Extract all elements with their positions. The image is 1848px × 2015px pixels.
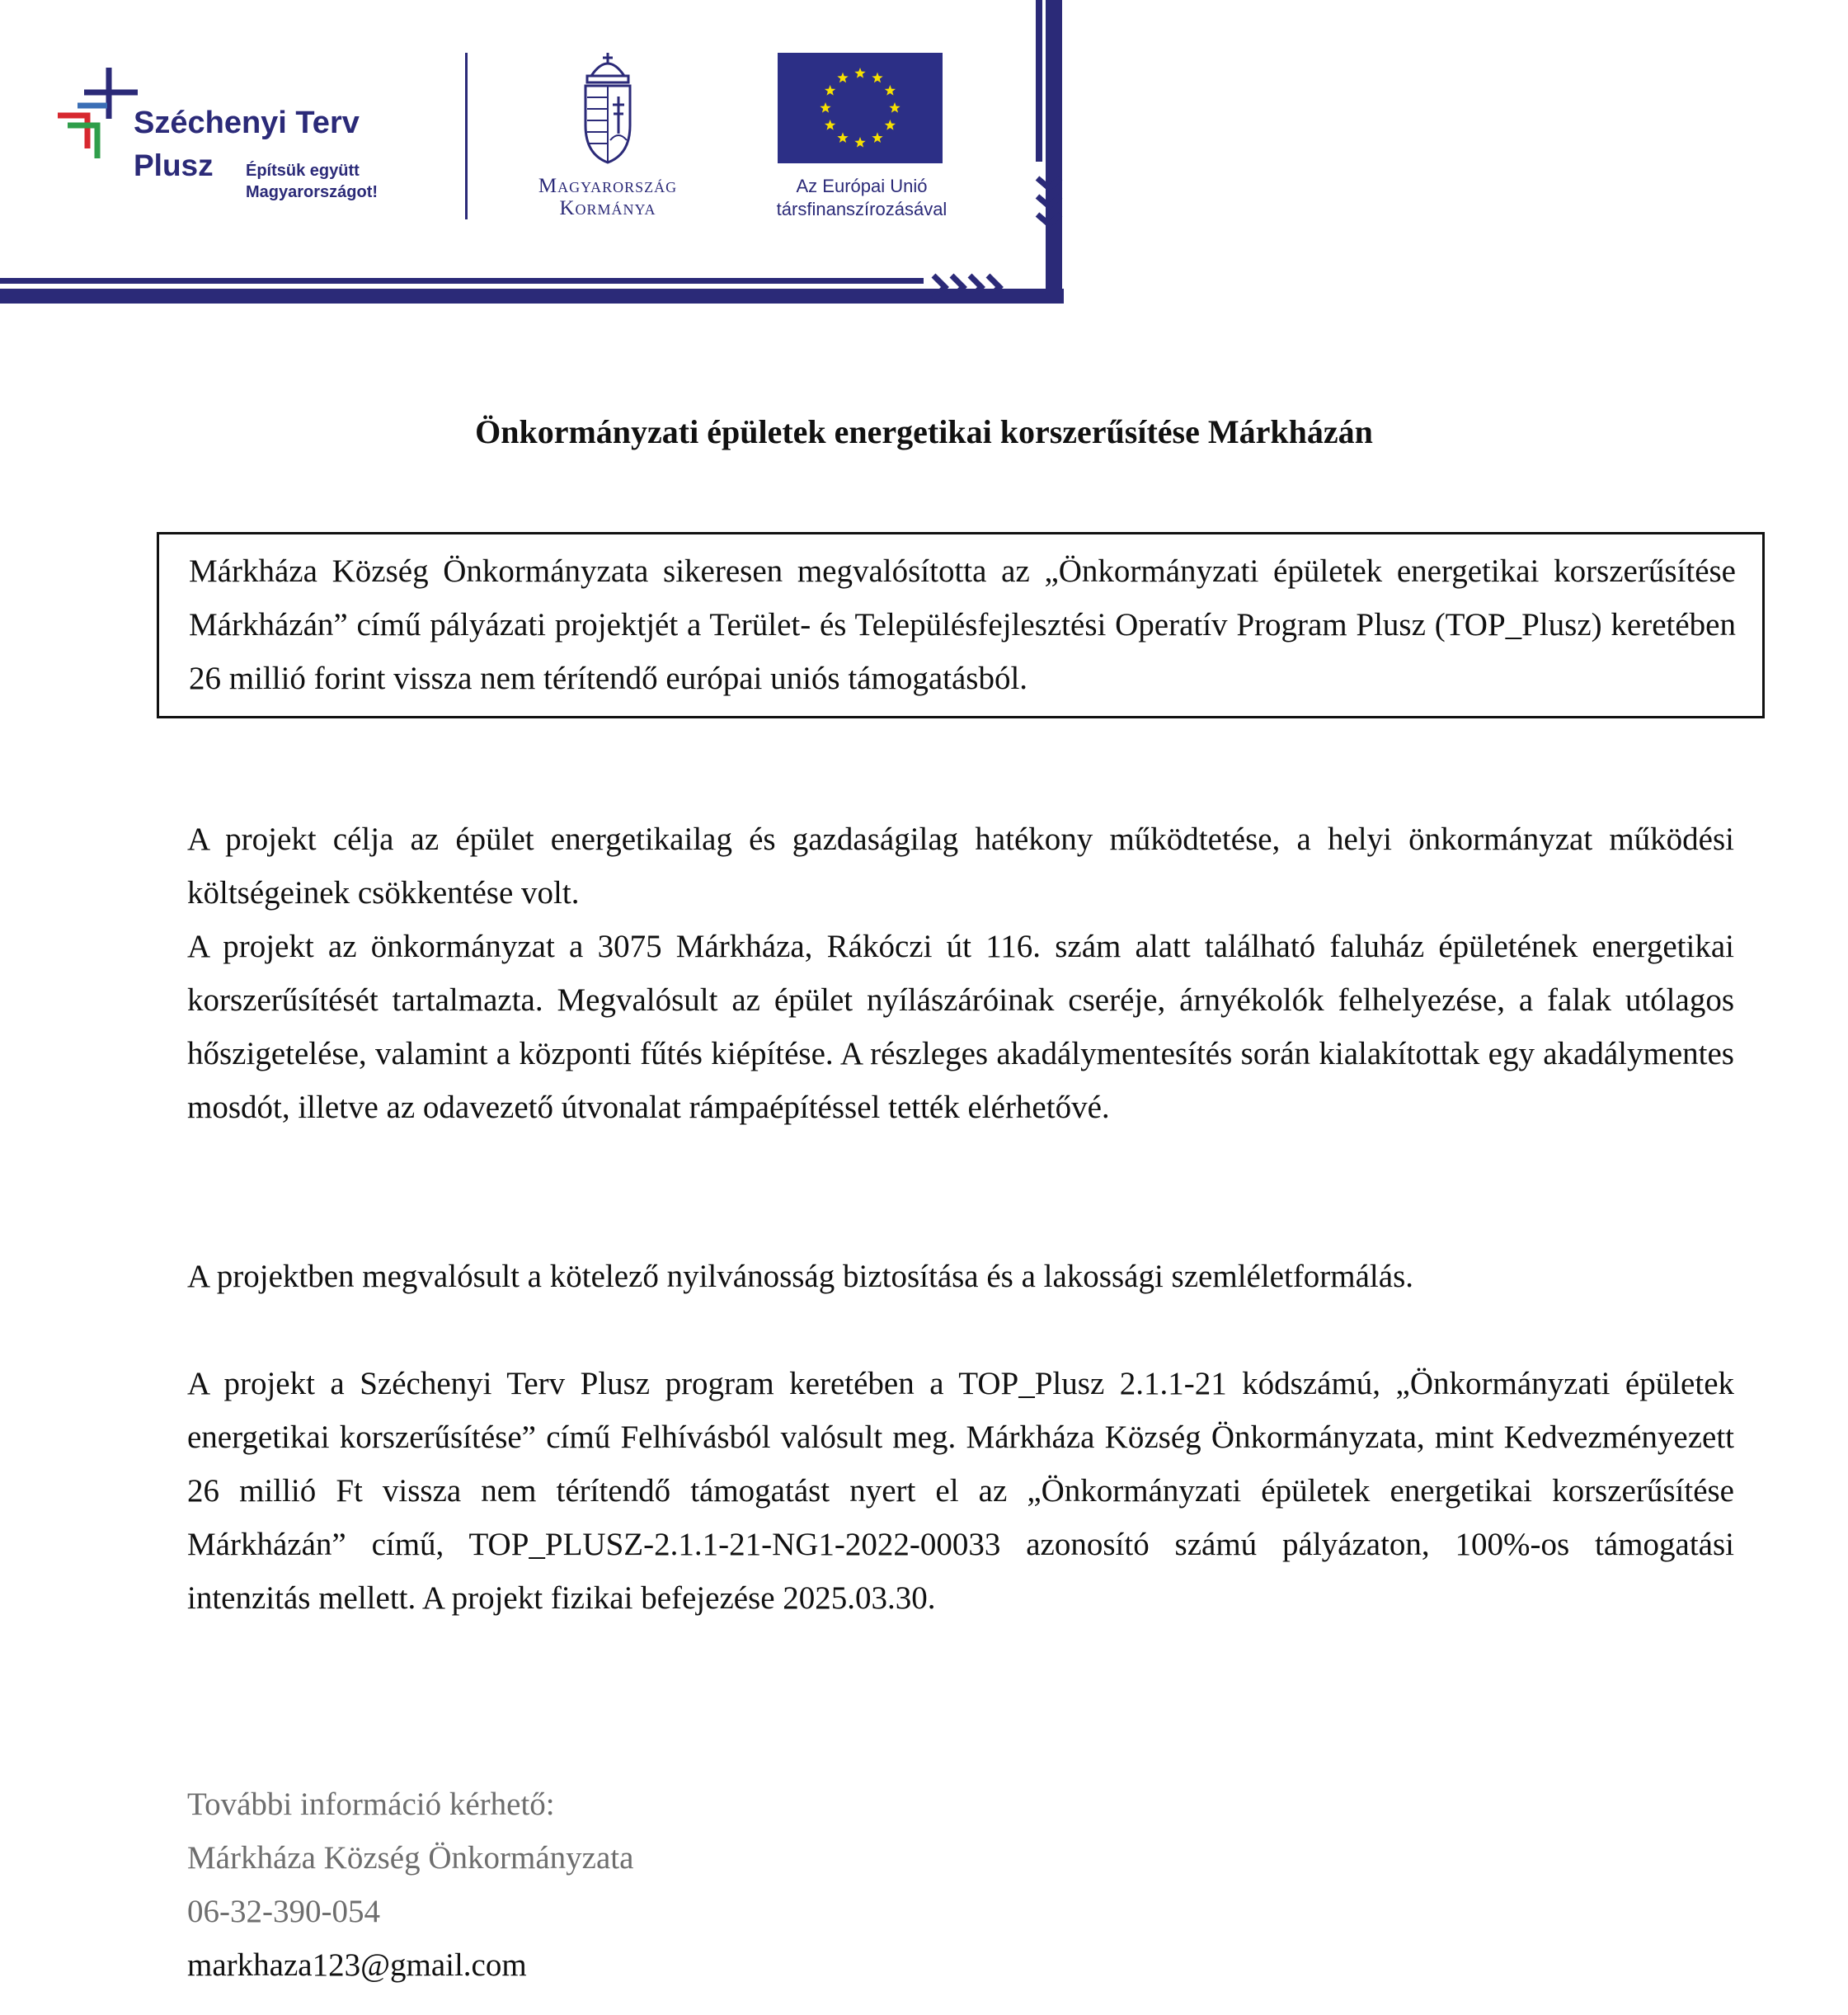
szechenyi-logo (51, 68, 414, 233)
contact-heading: További információ kérhető: (187, 1787, 555, 1822)
szechenyi-plusz: Plusz (134, 148, 214, 182)
logo-divider (465, 53, 468, 219)
contact-block (187, 1777, 1177, 1992)
paragraph-goal: A projekt célja az épület energetikailag és gazdaságilag hatékony működtetése, a helyi önkormányzat működési költségeinek csökkentése volt. (187, 822, 1734, 911)
document-title: Önkormányzati épületek energetikai korszerűsítése Márkházán (475, 413, 1373, 450)
eu-logo (746, 53, 985, 234)
szechenyi-title: Széchenyi Terv (134, 106, 360, 140)
eu-line1: Az Európai Unió (796, 176, 928, 196)
eu-flag-icon (778, 53, 943, 163)
government-line1: Magyarország (538, 175, 678, 197)
eu-line2: társfinanszírozásával (776, 199, 948, 219)
government-text (505, 175, 711, 219)
contact-phone: 06-32-390-054 (187, 1894, 380, 1929)
government-logo (505, 51, 711, 233)
szechenyi-cross-icon (51, 68, 142, 158)
contact-organization: Márkháza Község Önkormányzata (187, 1840, 634, 1876)
paragraph-publicity: A projektben megvalósult a kötelező nyilvánosság biztosítása és a lakossági szemléletformálás. (187, 1259, 1414, 1294)
header-banner (0, 0, 1064, 305)
contact-email: markhaza123@gmail.com (187, 1947, 527, 1983)
paragraph-scope: A projekt az önkormányzat a 3075 Márkháza, Rákóczi út 116. szám alatt található faluház épületének energetikai korszerűsítését tartalmazta. Megvalósult az épület nyílászáróinak cseréje, árnyékolók felhelyezése, a falak utólagos hőszigetelése, valamint a központi fűtés kiépítése. A részleges akadálymentesítés során kialakítottak egy akadálymentes mosdót, illetve az odavezető útvonalat rámpaépítéssel tették elérhetővé. (187, 929, 1734, 1125)
paragraph-funding: A projekt a Széchenyi Terv Plusz program keretében a TOP_Plusz 2.1.1-21 kódszámú, „Önkormányzati épületek energetikai korszerűsítése” című Felhívásból valósult meg. Márkháza Község Önkormányzata, mint Kedvezményezett 26 millió Ft vissza nem térítendő támogatást nyert el az „Önkormányzati épületek energetikai korszerűsítése Márkházán” című, TOP_PLUSZ-2.1.1-21-NG1-2022-00033 azonosító számú pályázaton, 100%-os támogatási intenzitás mellett. A projekt fizikai befejezése 2025.03.30. (187, 1366, 1734, 1616)
szechenyi-tagline: Építsük együtt Magyarországot! (246, 162, 379, 201)
eu-text (746, 175, 977, 221)
hungarian-coat-of-arms-icon (579, 51, 637, 167)
summary-text: Márkháza Község Önkormányzata sikeresen megvalósította az „Önkormányzati épületek energetikai korszerűsítése Márkházán” című pályázati projektjét a Terület- és Településfejlesztési Operatív Program Plusz (TOP_Plusz) keretében 26 millió forint vissza nem térítendő európai uniós támogatásból. (189, 553, 1736, 696)
government-line2: Kormánya (559, 197, 656, 219)
summary-box (157, 532, 1765, 718)
